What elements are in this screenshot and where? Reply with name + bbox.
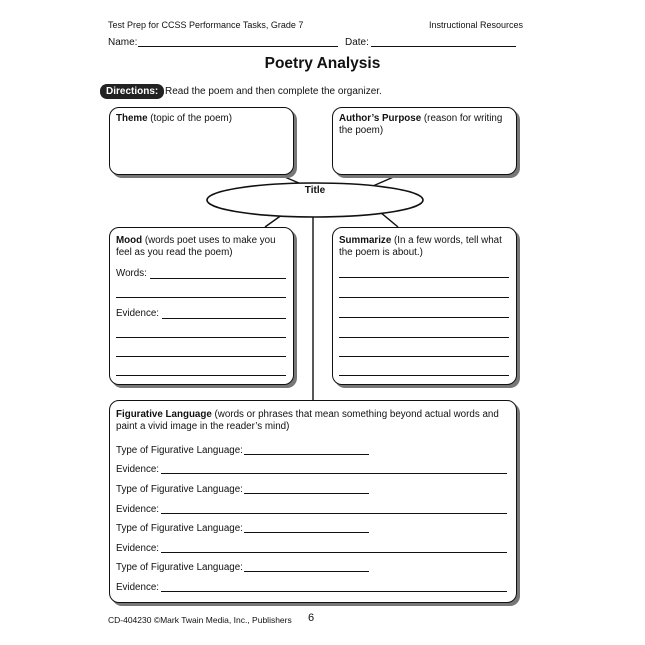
figurative-type-label-1: Type of Figurative Language: [116, 445, 243, 456]
header-resources: Instructional Resources [429, 20, 524, 30]
header-book-title: Test Prep for CCSS Performance Tasks, Grade 7 [108, 20, 304, 30]
directions-label: Directions: [100, 84, 164, 99]
figurative-type-line-2[interactable] [244, 493, 369, 494]
figurative-type-line-4[interactable] [244, 571, 369, 572]
mood-heading-rest: (words poet uses to make you feel as you read the poem) [116, 235, 276, 258]
purpose-heading-rest: (reason for writing the poem) [339, 113, 503, 136]
summarize-heading-rest: (In a few words, tell what the poem is about.) [339, 235, 502, 258]
mood-evidence-line-3[interactable] [116, 356, 286, 357]
center-title-label: Title [304, 185, 326, 196]
figurative-type-label-3: Type of Figurative Language: [116, 523, 243, 534]
theme-heading [116, 113, 286, 125]
mood-evidence-line-4[interactable] [116, 375, 286, 376]
figurative-type-label-2: Type of Figurative Language: [116, 484, 243, 495]
name-label: Name: [108, 37, 138, 48]
mood-evidence-line-1[interactable] [162, 318, 286, 319]
summarize-heading-bold: Summarize [339, 235, 392, 246]
mood-words-line-1[interactable] [150, 278, 286, 279]
summarize-line-6[interactable] [339, 375, 509, 376]
figurative-type-line-1[interactable] [244, 454, 369, 455]
figurative-language-box [109, 400, 517, 603]
theme-heading-rest: (topic of the poem) [147, 113, 232, 124]
summarize-line-1[interactable] [339, 277, 509, 278]
mood-heading [116, 235, 288, 259]
figurative-heading-bold: Figurative Language [116, 409, 212, 420]
theme-box[interactable] [109, 107, 294, 175]
authors-purpose-box[interactable] [332, 107, 517, 175]
summarize-line-4[interactable] [339, 337, 509, 338]
date-label: Date: [345, 37, 369, 48]
mood-evidence-line-2[interactable] [116, 337, 286, 338]
page-number: 6 [308, 612, 315, 624]
figurative-type-label-4: Type of Figurative Language: [116, 562, 243, 573]
directions-text: Read the poem and then complete the organizer. [165, 86, 382, 97]
page-title: Poetry Analysis [264, 55, 381, 72]
mood-heading-bold: Mood [116, 235, 143, 246]
mood-evidence-label: Evidence: [116, 308, 160, 319]
figurative-evidence-label-1: Evidence: [116, 464, 160, 475]
mood-box [109, 227, 294, 385]
figurative-evidence-line-1[interactable] [161, 473, 507, 474]
summarize-line-3[interactable] [339, 317, 509, 318]
figurative-evidence-line-2[interactable] [161, 513, 507, 514]
purpose-heading-bold: Author’s Purpose [339, 113, 422, 124]
summarize-line-5[interactable] [339, 356, 509, 357]
figurative-evidence-line-4[interactable] [161, 591, 507, 592]
figurative-evidence-line-3[interactable] [161, 552, 507, 553]
worksheet-page [80, 0, 565, 645]
figurative-heading-rest: (words or phrases that mean something beyond actual words and paint a vivid image in the reader’s mind) [116, 409, 499, 432]
figurative-type-line-3[interactable] [244, 532, 369, 533]
theme-heading-bold: Theme [116, 113, 148, 124]
summarize-line-2[interactable] [339, 297, 509, 298]
summarize-heading [339, 235, 511, 259]
figurative-evidence-label-3: Evidence: [116, 543, 160, 554]
footer-publisher: CD-404230 ©Mark Twain Media, Inc., Publishers [108, 615, 292, 625]
figurative-heading [116, 409, 512, 433]
title-field[interactable] [240, 198, 390, 212]
purpose-heading [339, 113, 511, 137]
figurative-evidence-label-4: Evidence: [116, 582, 160, 593]
mood-words-line-2[interactable] [116, 297, 286, 298]
mood-words-label: Words: [116, 268, 147, 279]
summarize-box [332, 227, 517, 385]
figurative-evidence-label-2: Evidence: [116, 504, 160, 515]
